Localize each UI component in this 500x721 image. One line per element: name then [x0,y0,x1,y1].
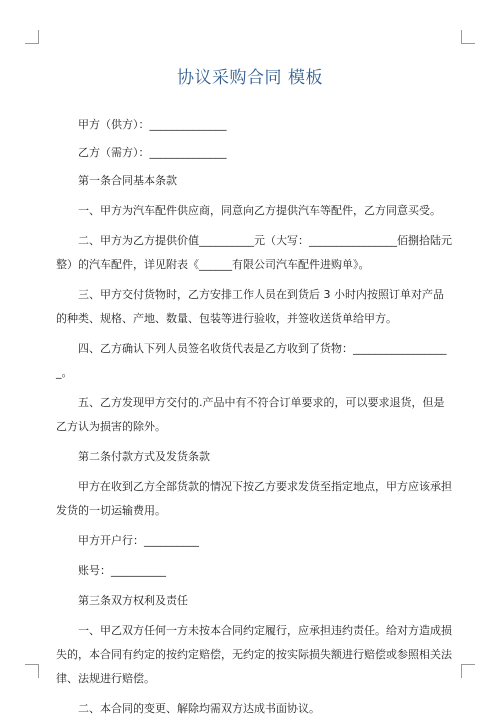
rights-clause-1: 一、甲乙双方任何一方未按本合同约定履行，应承担违约责任。给对方造成损失的，本合同有约定的按约定赔偿，无约定的按实际损失额进行赔偿或参照相关法律、法规进行赔偿。 [56,624,452,685]
crop-mark-bottom-right [461,664,475,678]
party-b-line: 乙方（需方）：______________ [78,146,227,159]
clause-4: 四、乙方确认下列人员签名收货代表是乙方收到了货物：__________________。 [56,342,447,379]
account-line: 账号：__________ [78,564,166,577]
document-title: 协议采购合同 模板 [177,68,323,88]
clause-2: 二、甲方为乙方提供价值__________元（大写：________________佰捌拾陆元整）的汽车配件，详见附表《______有限公司汽车配件进购单》。 [56,234,452,271]
section-3-title: 第三条双方权利及责任 [78,594,188,607]
payment-clause: 甲方在收到乙方全部货款的情况下按乙方要求发货至指定地点，甲方应该承担发货的一切运输费用。 [56,480,452,517]
clause-1: 一、甲方为汽车配件供应商，同意向乙方提供汽车等配件，乙方同意买受。 [78,204,441,217]
crop-mark-top-left [25,30,39,44]
crop-mark-top-right [461,30,475,44]
document-body [56,113,452,721]
crop-mark-bottom-left [25,664,39,678]
clause-5: 五、乙方发现甲方交付的.产品中有不符合订单要求的，可以要求退货，但是乙方认为损害的除外。 [56,396,445,433]
bank-line: 甲方开户行：__________ [78,534,199,547]
section-1-title: 第一条合同基本条款 [78,174,177,187]
party-a-line: 甲方（供方）：______________ [78,118,227,131]
clause-3: 三、甲方交付货物时，乙方安排工作人员在到货后 3 小时内按照订单对产品的种类、规格、产地、数量、包装等进行验收，并签收送货单给甲方。 [56,288,444,325]
rights-clause-2: 二、本合同的变更、解除均需双方达成书面协议。 [78,702,320,715]
section-2-title: 第二条付款方式及发货条款 [78,450,210,463]
